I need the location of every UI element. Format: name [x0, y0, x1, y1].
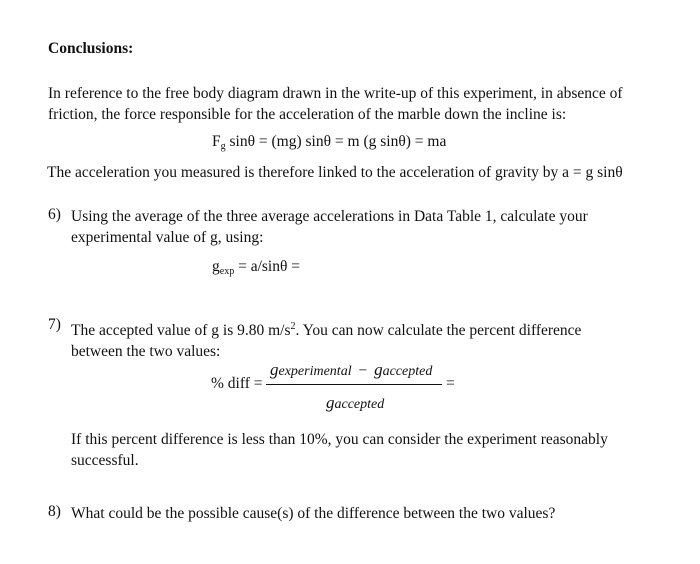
- g-exp-symbol: g: [212, 258, 220, 275]
- denominator-sub: accepted: [334, 397, 385, 412]
- section-heading: Conclusions:: [48, 40, 134, 57]
- fraction-trailing-equals: =: [446, 375, 455, 392]
- denominator-g: g: [326, 393, 335, 412]
- percent-diff-label: [211, 375, 263, 393]
- numerator-g2: g: [374, 360, 383, 379]
- question-7-superscript: 2: [290, 321, 296, 332]
- numerator-sub1: experimental: [278, 364, 352, 379]
- numerator-minus: −: [358, 362, 368, 379]
- fraction-denominator: [326, 393, 384, 413]
- question-8-number: 8): [48, 503, 61, 520]
- force-symbol: F: [212, 133, 221, 150]
- fraction-bar: [266, 384, 442, 385]
- question-6-number: 6): [48, 206, 61, 223]
- g-exp-subscript: exp: [219, 266, 235, 277]
- question-7-text: [71, 316, 631, 362]
- relation-sentence: The acceleration you measured is therefore linked to the acceleration of gravity by a = g sinθ: [47, 164, 623, 181]
- intro-paragraph: In reference to the free body diagram drawn in the write-up of this experiment, in absence of friction, the force responsible for the acceleration of the marble down the incline is:: [48, 85, 623, 123]
- question-6-text: Using the average of the three average accelerations in Data Table 1, calculate your experimental value of g, using:: [71, 208, 588, 246]
- force-equation-rest: sinθ = (mg) sinθ = m (g sinθ) = ma: [225, 133, 447, 150]
- g-exp-equation: [212, 258, 300, 277]
- force-subscript: g: [220, 141, 226, 152]
- force-equation: [212, 133, 446, 152]
- percent-diff-equals: =: [253, 375, 263, 392]
- question-8-text: What could be the possible cause(s) of the difference between the two values?: [71, 505, 556, 522]
- percent-diff-text: % diff: [211, 375, 250, 392]
- question-7-note: If this percent difference is less than 10%, you can consider the experiment reasonably successful.: [71, 431, 608, 469]
- numerator-g1: g: [270, 360, 279, 379]
- question-7-text-main: The accepted value of g is 9.80 m/s: [71, 322, 291, 339]
- g-exp-rest: = a/sinθ =: [234, 258, 301, 275]
- question-7-text-end: . You can now calculate the percent difference between the two values:: [71, 322, 582, 360]
- question-7-number: 7): [48, 316, 61, 333]
- fraction-numerator: [270, 360, 432, 380]
- numerator-sub2: accepted: [382, 364, 433, 379]
